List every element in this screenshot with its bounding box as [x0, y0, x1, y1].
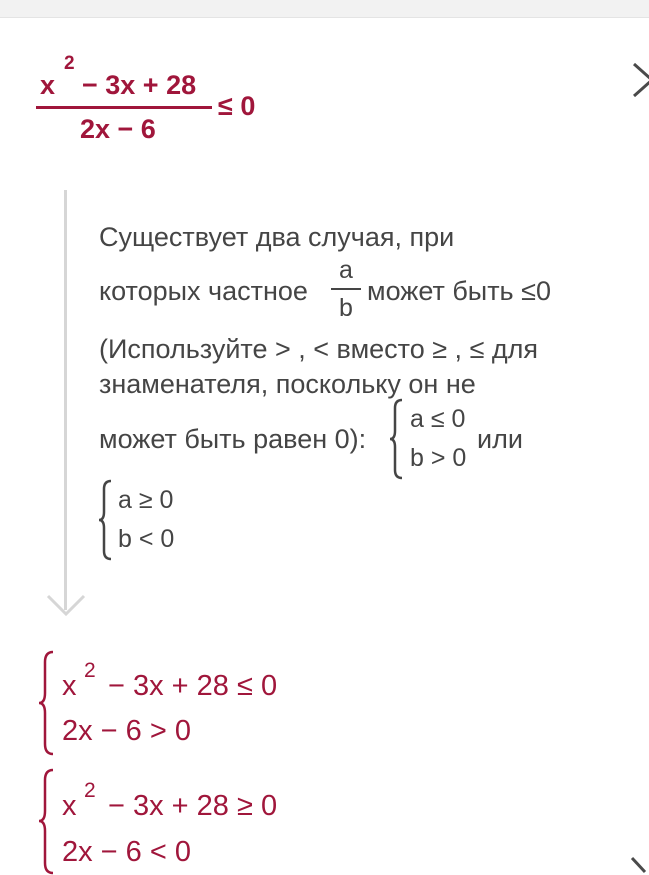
- explanation-line-1: Существует два случая, при: [99, 222, 455, 252]
- quotient-numerator: a: [339, 256, 353, 284]
- system2-brace: [38, 768, 56, 875]
- chevron-right-icon[interactable]: [626, 60, 649, 100]
- system2-row1-rest: − 3x + 28 ≥ 0: [108, 790, 278, 822]
- system2-row1-x: x: [62, 790, 77, 822]
- case1-row-b: b > 0: [410, 444, 467, 472]
- quotient-denominator: b: [339, 294, 353, 322]
- step-timeline: [64, 190, 67, 610]
- system2-row1-exponent: 2: [84, 779, 96, 802]
- explanation-line-4: знаменателя, поскольку он не: [99, 369, 476, 399]
- inequality-relation: ≤ 0: [218, 91, 256, 121]
- numerator-rest: − 3x + 28: [82, 70, 197, 100]
- numerator-exponent: 2: [64, 53, 75, 74]
- case2-row-a: a ≥ 0: [118, 486, 174, 514]
- system2-row2: 2x − 6 < 0: [62, 836, 191, 868]
- top-status-strip: [0, 0, 649, 18]
- case1-brace: [389, 398, 405, 480]
- system1-row1-rest: − 3x + 28 ≤ 0: [108, 670, 278, 702]
- explanation-line-2: которых частное: [99, 276, 308, 306]
- explanation-line-5: может быть равен 0):: [99, 424, 367, 454]
- explanation-line-2-end: может быть ≤0: [367, 276, 551, 306]
- denominator: 2x − 6: [80, 114, 156, 144]
- quotient-bar: [331, 288, 361, 290]
- case2-brace: [98, 479, 114, 561]
- system1-row1-exponent: 2: [84, 659, 96, 682]
- fraction-bar: [36, 106, 212, 109]
- system1-row2: 2x − 6 > 0: [62, 715, 191, 747]
- explanation-line-3: (Используйте > , < вместо ≥ , ≤ для: [99, 334, 539, 364]
- system1-row1-x: x: [62, 670, 77, 702]
- connector-or: или: [477, 424, 523, 454]
- arrow-down-icon: [44, 590, 88, 620]
- numerator-x: x: [40, 70, 56, 100]
- case1-row-a: a ≤ 0: [410, 405, 466, 433]
- case2-row-b: b < 0: [118, 525, 175, 553]
- system1-brace: [38, 650, 56, 756]
- chevron-down-icon[interactable]: [628, 850, 649, 875]
